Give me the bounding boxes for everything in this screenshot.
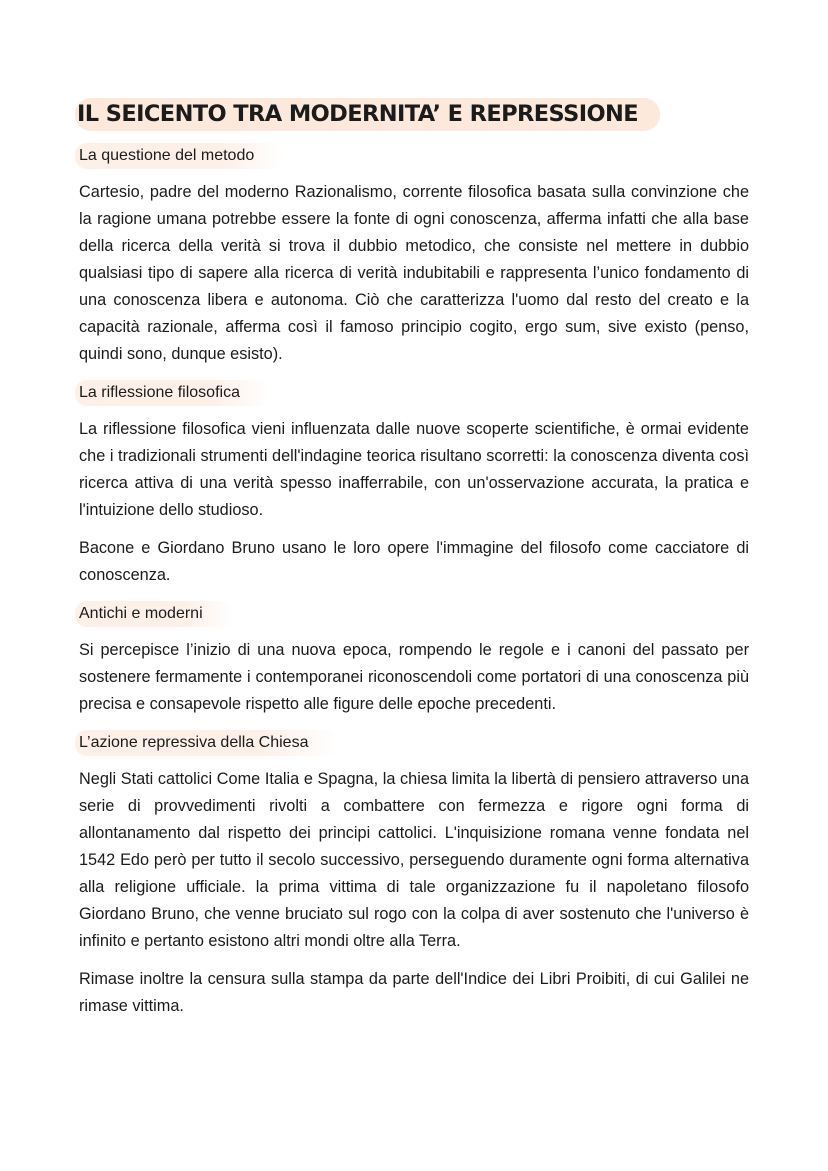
page-title: IL SEICENTO TRA MODERNITA’ E REPRESSIONE [75, 98, 660, 131]
section-heading: La questione del metodo [75, 143, 284, 169]
section-heading: L’azione repressiva della Chiesa [75, 730, 338, 756]
section-metodo [79, 143, 749, 368]
document-page [79, 98, 749, 1020]
section-riflessione [79, 380, 749, 589]
paragraph: Cartesio, padre del moderno Razionalismo, corrente filosofica basata sulla convinzione che la ragione umana potrebbe essere la fonte di ogni conoscenza, afferma infatti che alla base della ricerca della verità si trova il dubbio metodico, che consiste nel mettere in dubbio qualsiasi tipo di sapere alla ricerca di verità indubitabili e rappresenta l’unico fondamento di una conoscenza libera e autonoma. Ciò che caratterizza l'uomo dal resto del creato e la capacità razionale, afferma così il famoso principio cogito, ergo sum, sive existo (penso, quindi sono, dunque esisto). [79, 183, 749, 363]
section-chiesa [79, 730, 749, 1020]
paragraph: Si percepisce l’inizio di una nuova epoca, rompendo le regole e i canoni del passato per sostenere fermamente i contemporanei riconoscendoli come portatori di una conoscenza più precisa e consapevole rispetto alle figure delle epoche precedenti. [79, 641, 749, 713]
paragraph: Negli Stati cattolici Come Italia e Spagna, la chiesa limita la libertà di pensiero attraverso una serie di provvedimenti rivolti a combattere con fermezza e rigore ogni forma di allontanamento dal rispetto dei principi cattolici. L'inquisizione romana venne fondata nel 1542 Edo però per tutto il secolo successivo, perseguendo duramente ogni forma alternativa alla religione ufficiale. la prima vittima di tale organizzazione fu il napoletano filosofo Giordano Bruno, che venne bruciato sul rogo con la colpa di aver sostenuto che l'universo è infinito e pertanto esistono altri mondi oltre alla Terra. [79, 770, 749, 950]
section-heading: Antichi e moderni [75, 601, 233, 627]
paragraph: La riflessione filosofica vieni influenzata dalle nuove scoperte scientifiche, è ormai evidente che i tradizionali strumenti dell'indagine teorica risultano scorretti: la conoscenza diventa così ricerca attiva di una verità spesso inafferrabile, con un'osservazione accurata, la pratica e l'intuizione dello studioso. [79, 420, 749, 519]
section-antichi-moderni [79, 601, 749, 718]
section-heading: La riflessione filosofica [75, 380, 270, 406]
paragraph: Bacone e Giordano Bruno usano le loro opere l'immagine del filosofo come cacciatore di conoscenza. [79, 539, 749, 584]
paragraph: Rimase inoltre la censura sulla stampa da parte dell'Indice dei Libri Proibiti, di cui Galilei ne rimase vittima. [79, 970, 749, 1015]
